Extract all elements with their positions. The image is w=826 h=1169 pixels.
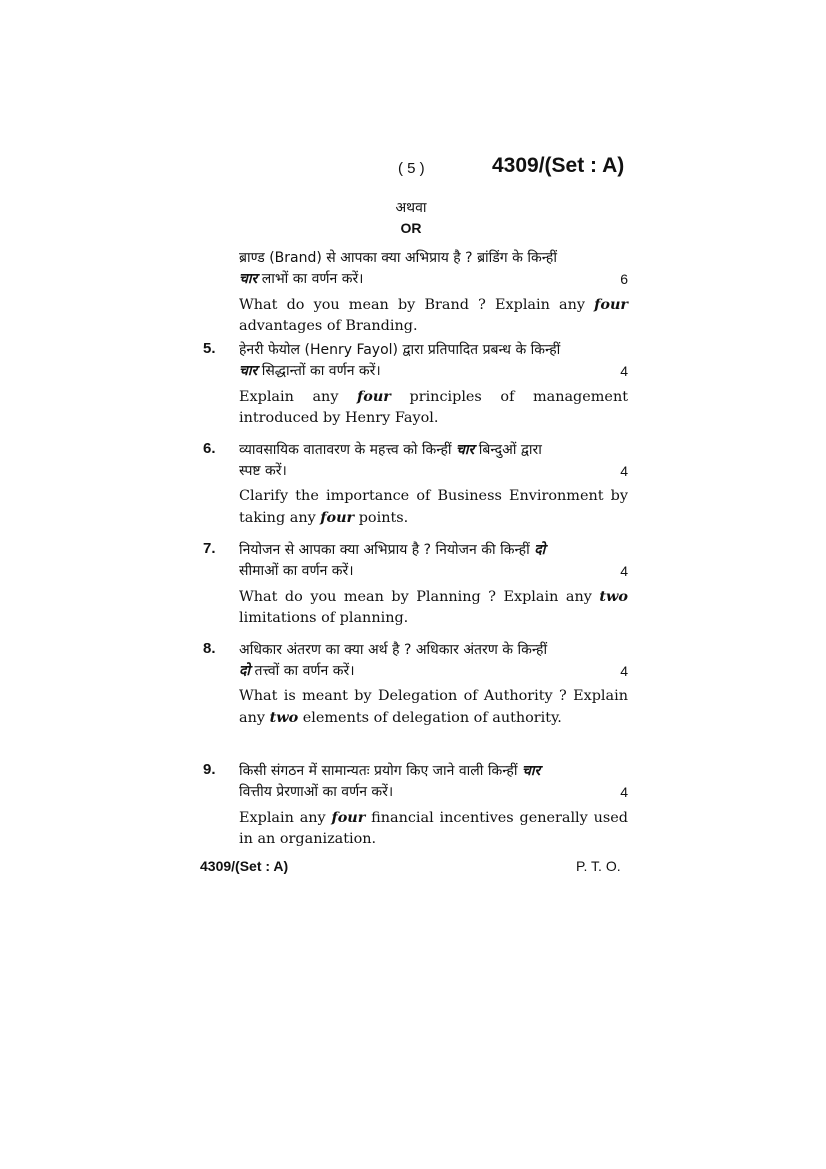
question-hindi-line2 — [239, 661, 628, 682]
question-number: 9. — [203, 761, 216, 778]
english-text: What is meant by Delegation of Authority ? Explain any — [239, 688, 628, 726]
hindi-emphasis: दो — [534, 542, 546, 558]
hindi-text: व्यावसायिक वातावरण के महत्त्व को किन्हीं — [239, 442, 457, 458]
question-hindi — [239, 440, 628, 461]
hindi-text: नियोजन से आपका क्या अभिप्राय है ? नियोजन की किन्हीं — [239, 542, 535, 558]
question-hindi-line2 — [239, 782, 628, 803]
or-english: OR — [400, 220, 422, 236]
english-text: Clarify the importance of Business Environment by taking any — [239, 488, 628, 526]
hindi-text: वित्तीय प्रेरणाओं का वर्णन करें। — [239, 784, 394, 800]
hindi-emphasis: चार — [456, 442, 475, 458]
hindi-text: सीमाओं का वर्णन करें। — [239, 563, 354, 579]
question-hindi-line2 — [239, 361, 628, 382]
english-emphasis: two — [269, 709, 299, 726]
question-english — [239, 294, 628, 337]
paper-code-footer: 4309/(Set : A) — [200, 858, 289, 874]
hindi-text: बिन्दुओं द्वारा — [474, 442, 542, 458]
english-emphasis: four — [594, 296, 628, 313]
marks: 4 — [620, 363, 628, 379]
english-text: What do you mean by Planning ? Explain any — [239, 589, 600, 605]
english-emphasis: four — [320, 509, 355, 526]
question-hindi — [239, 761, 628, 782]
marks: 6 — [620, 271, 628, 287]
english-text: financial incentives generally used in an organization. — [239, 810, 628, 847]
english-emphasis: two — [599, 588, 628, 605]
question-hindi-line2 — [239, 561, 628, 582]
question-number: 5. — [203, 340, 216, 357]
question-number: 7. — [203, 540, 216, 557]
english-text: Explain any — [239, 389, 358, 405]
marks: 4 — [620, 784, 628, 800]
question-english — [239, 586, 628, 629]
english-emphasis: four — [357, 388, 391, 405]
hindi-emphasis: चार — [239, 271, 258, 287]
english-text: Explain any — [239, 810, 332, 826]
question-number: 6. — [203, 440, 216, 457]
hindi-text: तत्त्वों का वर्णन करें। — [250, 663, 355, 679]
marks: 4 — [620, 663, 628, 679]
paper-code-header: 4309/(Set : A) — [492, 154, 625, 177]
english-text: points. — [354, 510, 409, 526]
hindi-emphasis: चार — [521, 763, 541, 779]
question-english — [239, 807, 628, 850]
question-number: 8. — [203, 640, 216, 657]
question-english — [239, 686, 628, 729]
pto-label: P. T. O. — [576, 858, 621, 874]
english-text: principles of management introduced by Henry Fayol. — [239, 389, 628, 426]
hindi-text: किसी संगठन में सामान्यतः प्रयोग किए जाने वाली किन्हीं — [239, 763, 522, 779]
question-hindi: अधिकार अंतरण का क्या अर्थ है ? अधिकार अंतरण के किन्हीं — [239, 642, 548, 658]
question-hindi-line2 — [239, 461, 628, 482]
marks: 4 — [620, 463, 628, 479]
hindi-text: सिद्धान्तों का वर्णन करें। — [257, 363, 381, 379]
english-text: limitations of planning. — [239, 610, 409, 626]
or-hindi: अथवा — [395, 200, 427, 216]
english-text: What do you mean by Brand ? Explain any — [239, 297, 595, 313]
question-english — [239, 386, 628, 429]
hindi-text: स्पष्ट करें। — [239, 463, 287, 479]
question-hindi: हेनरी फेयोल (Henry Fayol) द्वारा प्रतिपादित प्रबन्ध के किन्हीं — [239, 342, 561, 358]
question-english — [239, 486, 628, 529]
hindi-text: लाभों का वर्णन करें। — [257, 271, 364, 287]
english-text: elements of delegation of authority. — [298, 710, 562, 726]
english-emphasis: four — [331, 809, 366, 826]
english-text: advantages of Branding. — [239, 318, 418, 334]
hindi-emphasis: चार — [239, 363, 258, 379]
page-number: ( 5 ) — [398, 160, 425, 177]
marks: 4 — [620, 563, 628, 579]
question-hindi: ब्राण्ड (Brand) से आपका क्या अभिप्राय है ? ब्रांडिंग के किन्हीं — [239, 250, 557, 266]
question-hindi-line2 — [239, 269, 628, 290]
hindi-emphasis: दो — [239, 663, 251, 679]
question-hindi — [239, 540, 628, 561]
